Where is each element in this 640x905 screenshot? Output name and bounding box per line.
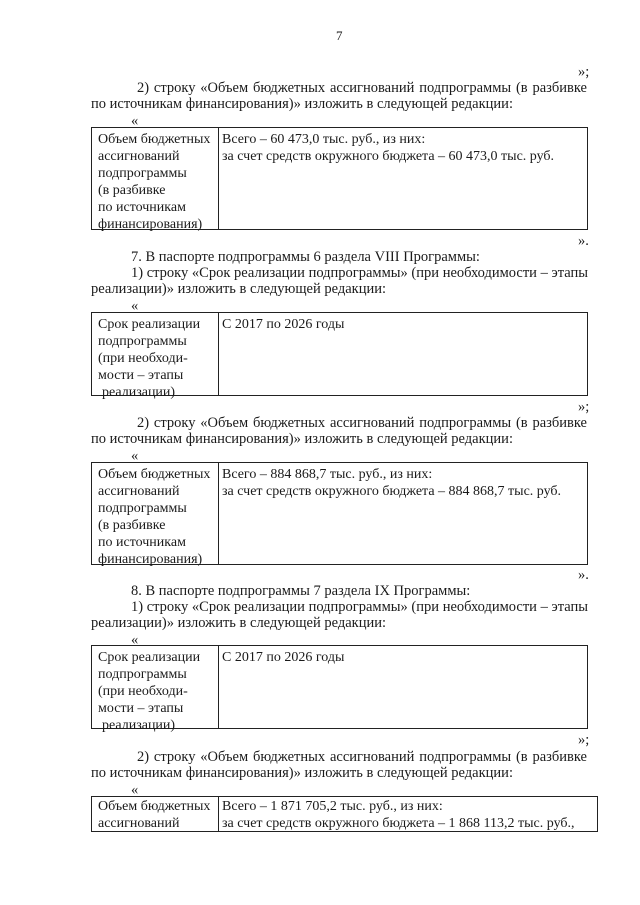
- table-label: [98, 466, 210, 568]
- funding-table-1: [91, 127, 588, 230]
- table-label: [98, 316, 200, 401]
- table-value: [222, 131, 554, 165]
- label-line: реализации): [102, 385, 176, 400]
- term-table-2: [91, 645, 588, 733]
- paragraph-line: по источникам финансирования)» изложить в следующей редакции:: [91, 96, 513, 112]
- table-value: [222, 649, 344, 666]
- paragraph-line: реализации)» изложить в следующей редакции:: [91, 281, 387, 297]
- total-line: Всего – 1 871 705,2 тыс. руб., из них:: [222, 799, 443, 814]
- label-line: Срок реализации: [98, 650, 201, 665]
- paragraph-line: 2) строку «Объем бюджетных ассигнований подпрограммы (в разбивке: [137, 415, 587, 431]
- label-line: по источникам: [98, 535, 186, 550]
- page-number: 7: [336, 28, 343, 43]
- closing-quote: ».: [578, 567, 589, 583]
- label-line: мости – этапы: [98, 368, 184, 383]
- paragraph-line: 2) строку «Объем бюджетных ассигнований подпрограммы (в разбивке: [137, 749, 587, 765]
- opening-quote: «: [131, 298, 139, 314]
- term-value: С 2017 по 2026 годы: [222, 317, 345, 332]
- label-line: подпрограммы: [98, 501, 187, 516]
- label-line: подпрограммы: [98, 334, 187, 349]
- table-value: [222, 798, 575, 832]
- label-line: (в разбивке: [98, 183, 166, 198]
- table-value: [222, 466, 561, 500]
- table-value: [222, 316, 344, 333]
- paragraph-line: 1) строку «Срок реализации подпрограммы» (при необходимости – этапы: [131, 265, 588, 281]
- table-label: [98, 649, 200, 734]
- label-line: финансирования): [98, 217, 203, 232]
- total-line: Всего – 884 868,7 тыс. руб., из них:: [222, 467, 433, 482]
- closing-quote: »;: [578, 64, 590, 80]
- paragraph-line: реализации)» изложить в следующей редакции:: [91, 615, 387, 631]
- label-line: Объем бюджетных: [98, 132, 211, 147]
- label-line: подпрограммы: [98, 667, 187, 682]
- district-line: за счет средств окружного бюджета – 60 473,0 тыс. руб.: [222, 149, 555, 164]
- total-line: Всего – 60 473,0 тыс. руб., из них:: [222, 132, 426, 147]
- label-line: (при необходи-: [98, 351, 188, 366]
- label-line: ассигнований: [98, 484, 180, 499]
- opening-quote: «: [131, 448, 139, 464]
- label-line: Объем бюджетных: [98, 467, 211, 482]
- table-label: [98, 131, 210, 233]
- label-line: ассигнований: [98, 816, 180, 831]
- label-line: (в разбивке: [98, 518, 166, 533]
- district-line: за счет средств окружного бюджета – 1 868 113,2 тыс. руб.,: [222, 816, 575, 831]
- section-heading: 8. В паспорте подпрограммы 7 раздела IX Программы:: [131, 583, 471, 599]
- district-line: за счет средств окружного бюджета – 884 868,7 тыс. руб.: [222, 484, 562, 499]
- label-line: (при необходи-: [98, 684, 188, 699]
- paragraph-line: по источникам финансирования)» изложить в следующей редакции:: [91, 431, 513, 447]
- label-line: Срок реализации: [98, 317, 201, 332]
- paragraph-line: 2) строку «Объем бюджетных ассигнований подпрограммы (в разбивке: [137, 80, 587, 96]
- opening-quote: «: [131, 113, 139, 129]
- funding-table-2: [91, 462, 588, 565]
- opening-quote: «: [131, 782, 139, 798]
- label-line: по источникам: [98, 200, 186, 215]
- label-line: подпрограммы: [98, 166, 187, 181]
- label-line: финансирования): [98, 552, 203, 567]
- paragraph-line: по источникам финансирования)» изложить в следующей редакции:: [91, 765, 513, 781]
- closing-quote: »;: [578, 399, 590, 415]
- funding-table-3: [91, 796, 598, 832]
- label-line: реализации): [102, 718, 176, 733]
- label-line: ассигнований: [98, 149, 180, 164]
- closing-quote: ».: [578, 233, 589, 249]
- paragraph-line: 1) строку «Срок реализации подпрограммы» (при необходимости – этапы: [131, 599, 588, 615]
- table-label: [98, 798, 210, 832]
- label-line: Объем бюджетных: [98, 799, 211, 814]
- section-heading: 7. В паспорте подпрограммы 6 раздела VIII Программы:: [131, 249, 480, 265]
- term-table-1: [91, 312, 588, 400]
- term-value: С 2017 по 2026 годы: [222, 650, 345, 665]
- opening-quote: «: [131, 632, 139, 648]
- closing-quote: »;: [578, 732, 590, 748]
- label-line: мости – этапы: [98, 701, 184, 716]
